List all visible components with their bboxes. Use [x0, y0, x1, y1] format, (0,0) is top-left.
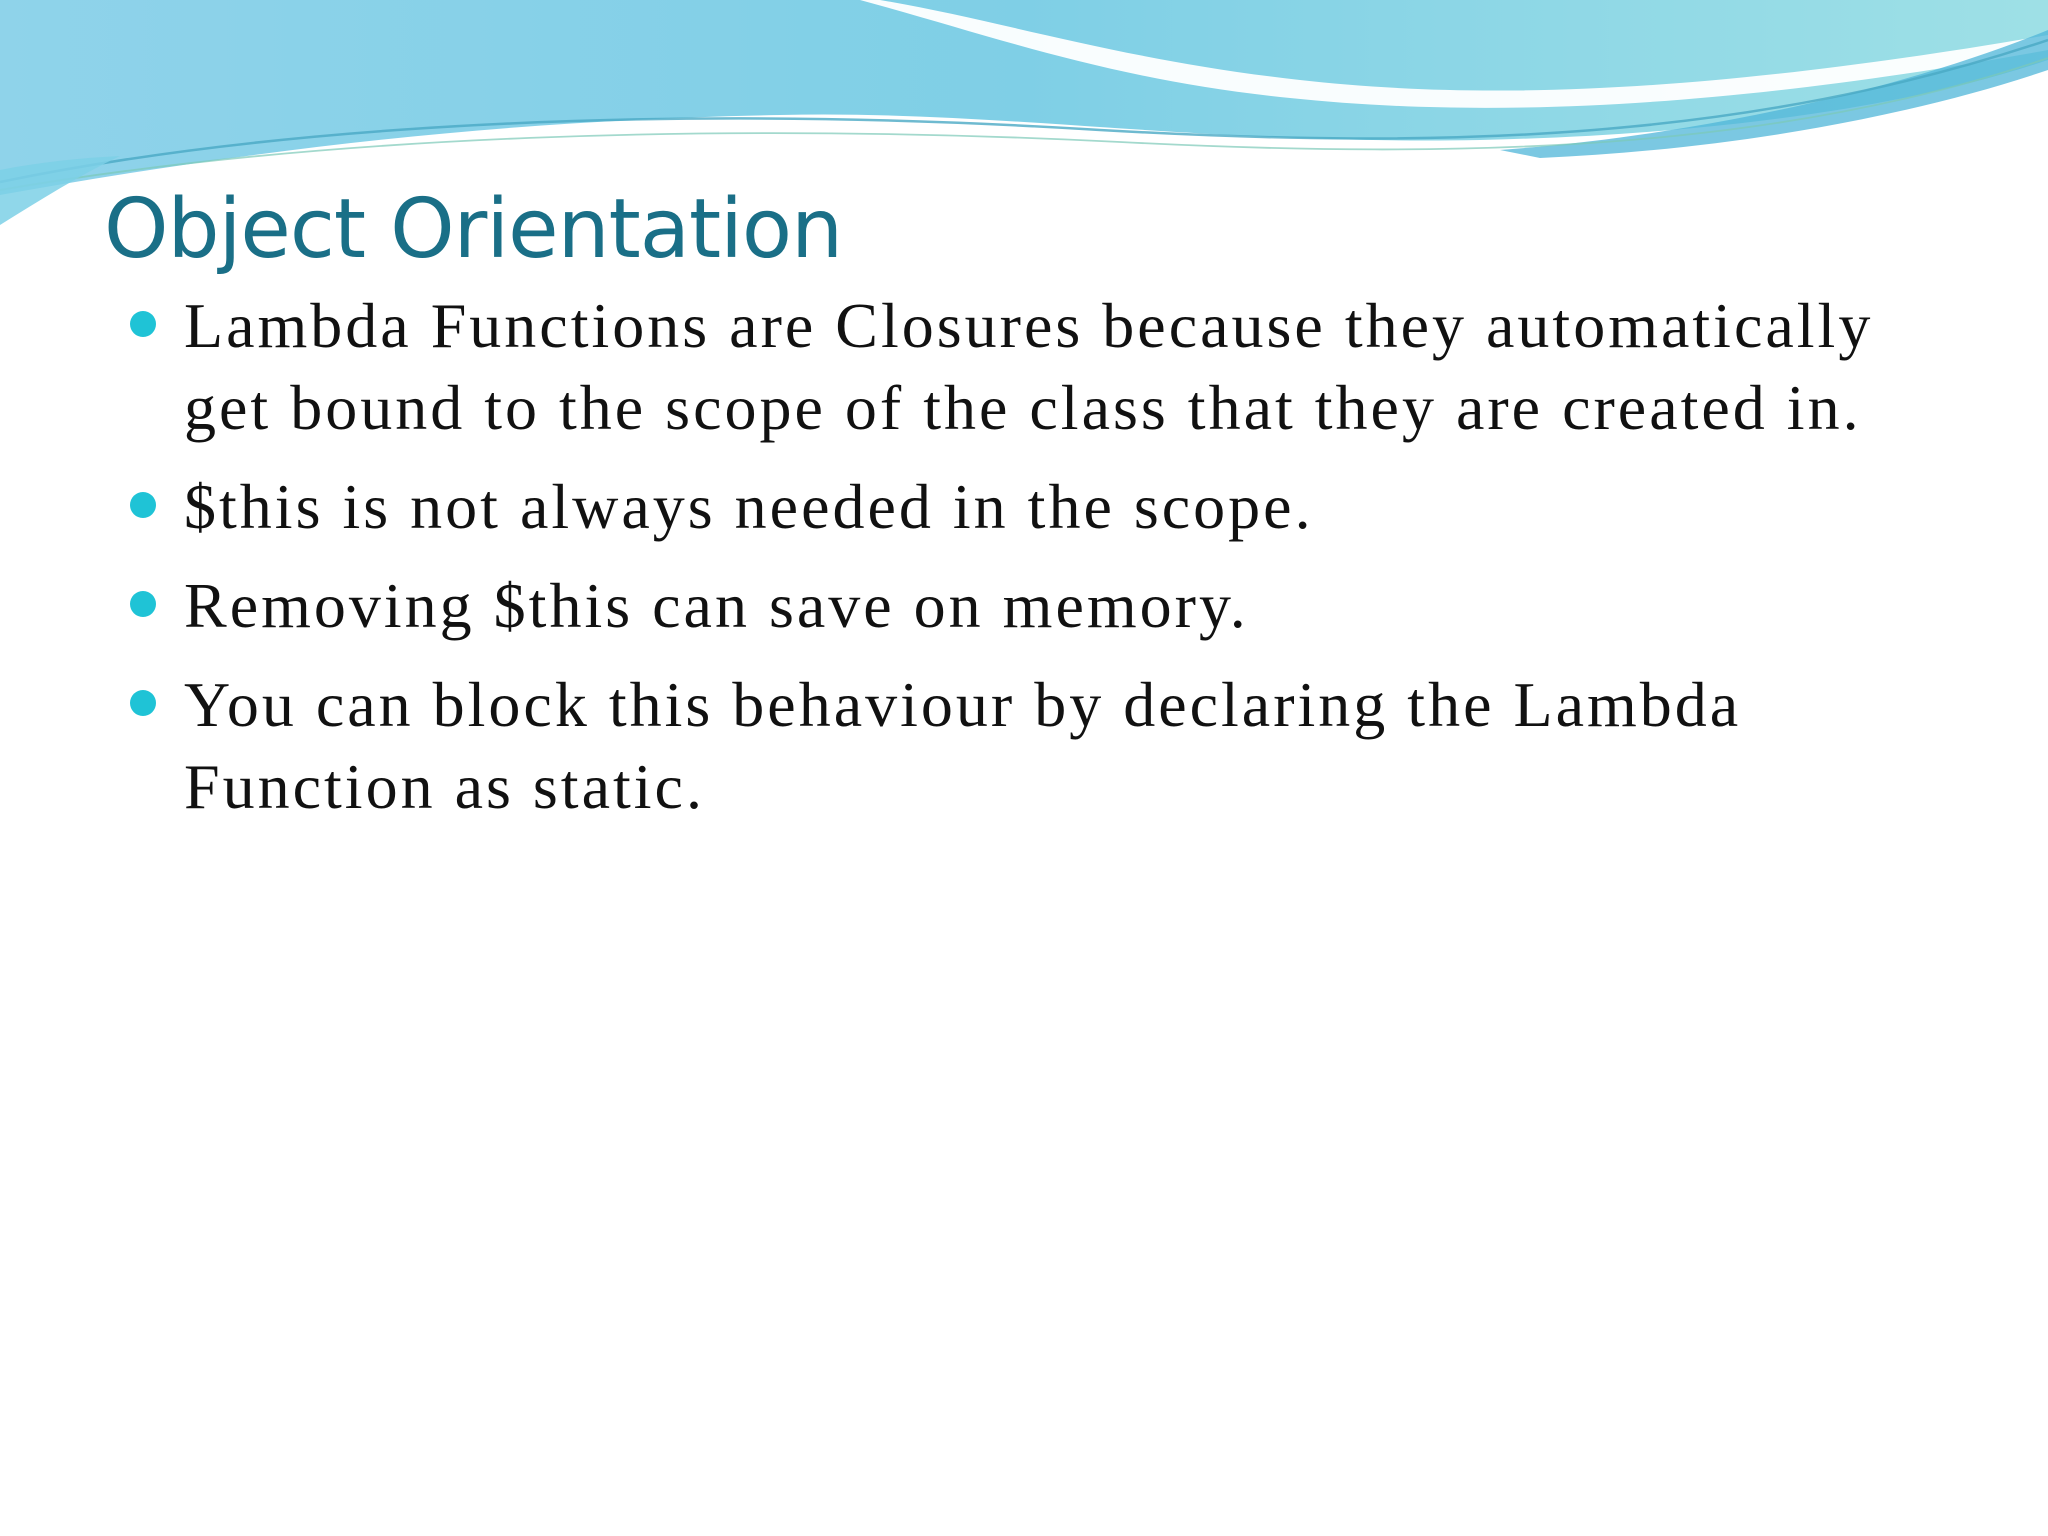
bullet-text: $this is not always needed in the scope.	[184, 471, 1314, 542]
bullet-item	[126, 466, 1966, 548]
slide-title: Object Orientation	[104, 182, 843, 277]
bullet-dot-icon	[130, 311, 156, 337]
bullet-item	[126, 565, 1966, 647]
bullet-text: You can block this behaviour by declaring the Lambda Function as static.	[184, 669, 1742, 822]
bullet-item	[126, 664, 1966, 828]
bullet-item	[126, 285, 1966, 449]
bullet-dot-icon	[130, 591, 156, 617]
bullet-text: Lambda Functions are Closures because they automatically get bound to the scope of the class that they are created in.	[184, 290, 1874, 443]
bullet-list	[126, 285, 1966, 845]
bullet-text: Removing $this can save on memory.	[184, 570, 1249, 641]
bullet-dot-icon	[130, 492, 156, 518]
bullet-dot-icon	[130, 690, 156, 716]
